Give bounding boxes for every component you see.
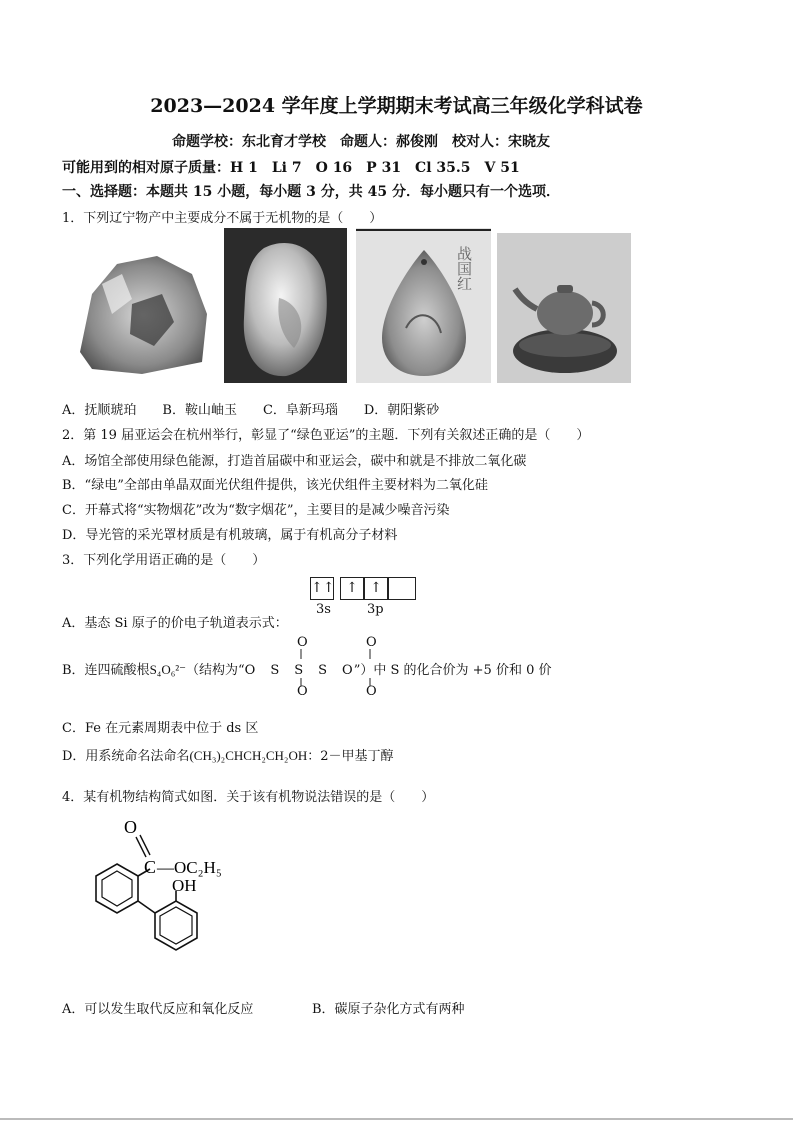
carbonyl-oxygen-label: O (124, 817, 137, 837)
q3-option-a: A．基态 Si 原子的价电子轨道表示式： (62, 616, 288, 631)
label-3p: 3p (367, 602, 384, 617)
q4-option-b: B．碳原子杂化方式有两种 (312, 1002, 465, 1017)
q3-option-c: C．Fe 在元素周期表中位于 ds 区 (62, 721, 259, 736)
page-title: 2023—2024 学年度上学期期末考试高三年级化学科试卷 (150, 95, 643, 117)
q3-option-d (62, 745, 394, 764)
q2-option-b: B．“绿电”全部由单晶双面光伏组件提供，该光伏组件主要材料为二氧化硅 (62, 478, 488, 493)
tetrathionate-formula: S₄O₆²⁻ (149, 662, 187, 677)
q1-options: A．抚顺琥珀 B．鞍山岫玉 C．阜新玛瑙 D．朝阳紫砂 (62, 403, 440, 418)
q4-option-a: A．可以发生取代反应和氧化反应 (62, 1002, 254, 1017)
tetrathionate-chain: O S S S O (244, 663, 354, 678)
label-3s: 3s (316, 602, 331, 617)
amber-image (62, 234, 212, 382)
orbital-box-3p-3 (388, 577, 416, 600)
q3-d-prefix: D．用系统命名法命名 (62, 749, 190, 764)
q3-b-paren-close: ”）中 S 的化合价为 +5 价和 0 价 (353, 663, 552, 678)
q2-stem: 2．第 19 届亚运会在杭州举行，彰显了“绿色亚运”的主题．下列有关叙述正确的是（ ） (62, 428, 590, 443)
agate-image (356, 228, 491, 383)
oxygen-top-2: O (366, 635, 377, 650)
section-heading: 一、选择题：本题共 15 小题，每小题 3 分，共 45 分．每小题只有一个选项． (62, 184, 560, 200)
atomic-masses: 可能用到的相对原子质量：H 1 Li 7 O 16 P 31 Cl 35.5 V 51 (62, 160, 520, 176)
oxygen-bottom-1: O (297, 684, 308, 699)
sulfur-oxygen-bonds (290, 646, 380, 692)
q4-structure-diagram (60, 815, 290, 1000)
orbital-box-3p-1: ↑ (340, 577, 364, 600)
q2-option-c: C．开幕式将“实物烟花”改为“数字烟花”，主要目的是减少噪音污染 (62, 503, 450, 518)
orbital-box-3s: ↑↑ (310, 577, 334, 600)
oxygen-top-1: O (297, 635, 308, 650)
q4-stem: 4．某有机物结构简式如图．关于该有机物说法错误的是（ ） (62, 790, 435, 805)
jade-image (224, 228, 347, 383)
q3-b-prefix: B．连四硫酸根 (62, 663, 150, 678)
q1-stem: 1．下列辽宁物产中主要成分不属于无机物的是（ ） (62, 211, 383, 226)
q2-option-a: A．场馆全部使用绿色能源，打造首届碳中和亚运会，碳中和就是不排放二氧化碳 (62, 454, 527, 469)
hydroxyl-label: OH (172, 876, 197, 895)
bottom-rule (0, 1118, 793, 1120)
ethoxy-label: —OC₂H₅ (157, 858, 222, 877)
carbonyl-carbon-label: C (144, 857, 157, 877)
isopentanol-formula: (CH₃)₂CHCH₂CH₂OH (189, 748, 308, 763)
teapot-image (497, 233, 631, 383)
q3-d-suffix: ：2－甲基丁醇 (307, 749, 394, 764)
orbital-box-3p-2: ↑ (364, 577, 388, 600)
q3-stem: 3．下列化学用语正确的是（ ） (62, 553, 266, 568)
q3-b-paren-open: （结构为“ (186, 663, 245, 678)
oxygen-bottom-2: O (366, 684, 377, 699)
q2-option-d: D．导光管的采光罩材质是有机玻璃，属于有机高分子材料 (62, 528, 398, 543)
byline: 命题学校：东北育才学校 命题人：郝俊刚 校对人：宋晓友 (172, 134, 550, 150)
agate-image-text: 战国红 (455, 246, 473, 291)
